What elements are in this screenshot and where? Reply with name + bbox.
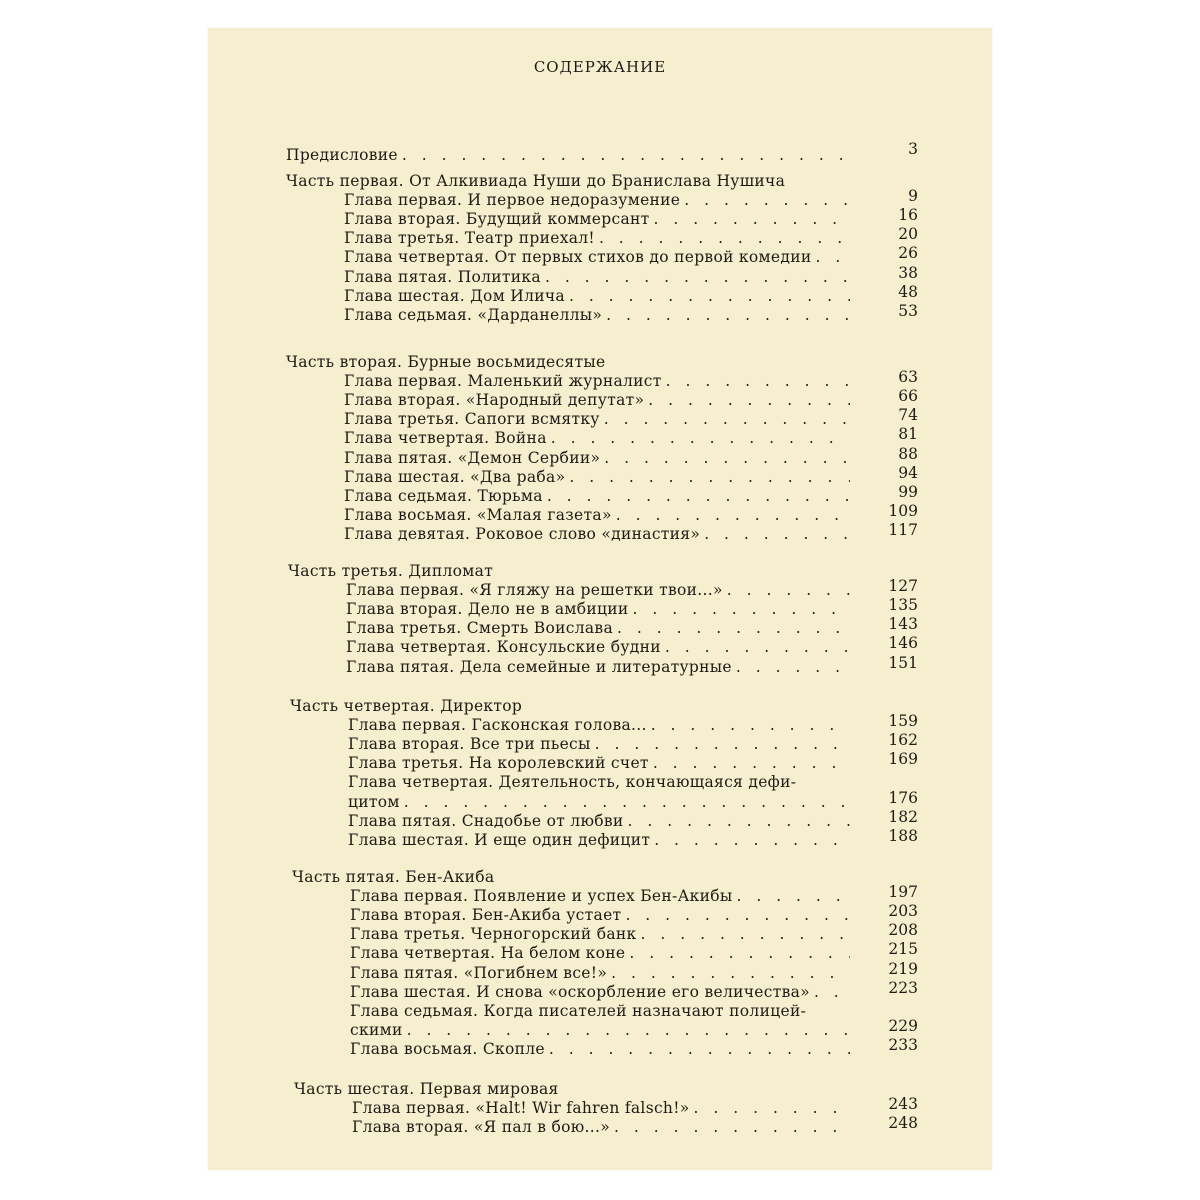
page-number: 229 [888, 1016, 918, 1035]
toc-entry-preface [286, 146, 856, 165]
leader-dots [545, 1040, 850, 1059]
toc-entry [344, 449, 856, 468]
toc-entry-label: Глава вторая. Дело не в амбиции [346, 600, 629, 619]
toc-entry [350, 983, 856, 1002]
leader-dots [810, 983, 850, 1002]
leader-dots [403, 1021, 850, 1040]
page-number: 197 [888, 883, 918, 902]
page-number: 20 [898, 225, 918, 244]
toc-entry-label: Глава пятая. Политика [344, 267, 541, 286]
toc-entry-label: Глава пятая. «Погибнем все!» [350, 963, 608, 982]
leader-dots [565, 468, 850, 487]
toc-entry [348, 754, 856, 773]
leader-dots [647, 716, 850, 735]
toc-entry [344, 372, 856, 391]
toc-entry-label: Глава восьмая. «Малая газета» [344, 505, 612, 524]
page-number: 215 [888, 940, 918, 959]
toc-entry-label: Глава седьмая. Когда писателей назначают полицей- [350, 1001, 807, 1020]
toc-entry-label: Глава первая. Гасконская голова... [348, 716, 647, 735]
page-number: 169 [888, 750, 918, 769]
toc-entry [346, 619, 856, 638]
toc-entry-label: Глава шестая. И снова «оскорбление его величества» [350, 982, 810, 1001]
page-number: 48 [898, 282, 918, 301]
toc-entry-preface-label: Предисловие [286, 146, 398, 164]
toc-entry-label: Глава четвертая. Война [344, 429, 547, 448]
page-number: 219 [888, 959, 918, 978]
toc-entry [344, 391, 856, 410]
leader-dots [621, 906, 850, 925]
leader-dots [612, 506, 850, 525]
toc-entry [344, 429, 856, 448]
toc-entry-continued-label: скими [350, 1020, 403, 1039]
page-number: 9 [908, 187, 918, 206]
toc-entry-label: Глава седьмая. Тюрьма [344, 486, 543, 505]
page-number: 63 [898, 368, 918, 387]
part-heading: Часть вторая. Бурные восьмидесятые [286, 353, 606, 371]
toc-entry [344, 210, 856, 229]
toc-entry [346, 600, 856, 619]
toc-entry-label: Глава четвертая. На белом коне [350, 944, 626, 963]
toc-entry-continued-label: цитом [348, 792, 400, 811]
page-number: 16 [898, 206, 918, 225]
toc-entry [344, 191, 856, 210]
leader-dots [661, 638, 850, 657]
leader-dots [644, 391, 850, 410]
page-number: 203 [888, 902, 918, 921]
toc-entry-label: Глава первая. «Halt! Wir fahren falsch!» [352, 1099, 690, 1118]
toc-entry-label: Глава третья. Черногорский банк [350, 925, 637, 944]
toc-entry [350, 925, 856, 944]
page-number: 248 [888, 1114, 918, 1133]
toc-entry [344, 468, 856, 487]
page-number: 117 [888, 520, 918, 539]
leader-dots [541, 268, 850, 287]
toc-entry [350, 1002, 906, 1021]
page-number: 94 [898, 463, 918, 482]
toc-entry-label: Глава седьмая. «Дарданеллы» [344, 305, 603, 324]
page-number: 109 [888, 501, 918, 520]
leader-dots [565, 287, 850, 306]
page-number: 182 [888, 807, 918, 826]
toc-entry-label: Глава вторая. Будущий коммерсант [344, 210, 650, 229]
toc-entry [348, 773, 906, 792]
page-number: 159 [888, 712, 918, 731]
toc-entry-label: Глава третья. Смерть Воислава [346, 619, 614, 638]
leader-dots [812, 248, 851, 267]
leader-dots [398, 146, 850, 165]
toc-entry [344, 287, 856, 306]
page-number: 88 [898, 444, 918, 463]
page-number: 188 [888, 826, 918, 845]
toc-entry-label: Глава восьмая. Скопле [350, 1039, 545, 1058]
leader-dots [600, 410, 850, 429]
leader-dots [637, 925, 850, 944]
leader-dots [649, 754, 850, 773]
toc-entry-label: Глава четвертая. Консульские будни [346, 638, 661, 657]
toc-entry [350, 887, 856, 906]
toc-entry-label: Глава четвертая. Деятельность, кончающаяся дефи- [348, 773, 797, 792]
page-number: 233 [888, 1035, 918, 1054]
leader-dots [650, 210, 851, 229]
toc-entry-label: Глава первая. И первое недоразумение [344, 191, 681, 210]
leader-dots [680, 191, 850, 210]
toc-entry-continued [348, 793, 856, 812]
page-number: 208 [888, 921, 918, 940]
toc-entry-label: Глава третья. Театр приехал! [344, 229, 595, 248]
leader-dots [543, 487, 850, 506]
toc-entry [344, 229, 856, 248]
page-number: 143 [888, 615, 918, 634]
toc-entry [344, 410, 856, 429]
part-heading: Часть четвертая. Директор [290, 697, 523, 715]
toc-entry-label: Глава пятая. Снадобье от любви [348, 811, 624, 830]
toc-entry [348, 716, 856, 735]
toc-entry [344, 306, 856, 325]
toc-entry-label: Глава шестая. Дом Илича [344, 286, 565, 305]
page-number: 162 [888, 731, 918, 750]
leader-dots [629, 600, 850, 619]
leader-dots [650, 831, 850, 850]
page-number: 99 [898, 482, 918, 501]
page-number: 223 [888, 978, 918, 997]
toc-entry [346, 638, 856, 657]
page-number: 74 [898, 406, 918, 425]
toc-entry [344, 487, 856, 506]
toc-entry [344, 248, 856, 267]
page-number: 243 [888, 1095, 918, 1114]
leader-dots [600, 449, 850, 468]
part-heading: Часть шестая. Первая мировая [294, 1080, 559, 1098]
toc-entry-label: Глава вторая. Бен-Акиба устает [350, 906, 622, 925]
toc-entry-label: Глава пятая. Дела семейные и литературные [346, 657, 732, 676]
part-heading: Часть третья. Дипломат [288, 562, 494, 580]
leader-dots [624, 812, 850, 831]
toc-entry-label: Глава первая. «Я гляжу на решетки твои...» [346, 581, 723, 600]
leader-dots [662, 372, 850, 391]
toc-entry [350, 906, 856, 925]
toc-entry-label: Глава шестая. «Два раба» [344, 467, 566, 486]
leader-dots [602, 306, 850, 325]
page-title: СОДЕРЖАНИЕ [533, 58, 667, 76]
leader-dots [733, 887, 851, 906]
toc-entry-label: Глава четвертая. От первых стихов до первой комедии [344, 248, 812, 267]
leader-dots [607, 964, 850, 983]
leader-dots [625, 944, 850, 963]
page-number: 38 [898, 263, 918, 282]
toc-entry [352, 1099, 856, 1118]
toc-entry-label: Глава вторая. Все три пьесы [348, 735, 591, 754]
toc-entry-label: Глава пятая. «Демон Сербии» [344, 448, 601, 467]
part-heading: Часть пятая. Бен-Акиба [292, 868, 495, 886]
page-number: 151 [888, 653, 918, 672]
leader-dots [723, 581, 850, 600]
toc-entry [348, 831, 856, 850]
toc-entry [352, 1118, 856, 1137]
toc-entry [344, 506, 856, 525]
toc-entry [348, 812, 856, 831]
toc-entry [346, 581, 856, 600]
toc-entry [350, 964, 856, 983]
toc-entry-label: Глава девятая. Роковое слово «династия» [344, 524, 701, 543]
toc-entry-label: Глава шестая. И еще один дефицит [348, 830, 651, 849]
leader-dots [400, 793, 850, 812]
part-heading: Часть первая. От Алкивиада Нуши до Бранислава Нушича [286, 172, 786, 190]
page-number: 26 [898, 244, 918, 263]
leader-dots [690, 1099, 850, 1118]
toc-entry-label: Глава первая. Появление и успех Бен-Акибы [350, 887, 733, 906]
toc-entry-label: Глава третья. На королевский счет [348, 754, 649, 773]
page-number: 66 [898, 387, 918, 406]
toc-entry [346, 658, 856, 677]
leader-dots [591, 735, 850, 754]
toc-entry [350, 944, 856, 963]
page-number: 3 [908, 140, 918, 158]
page-number: 127 [888, 577, 918, 596]
leader-dots [613, 619, 850, 638]
table-of-contents [208, 28, 992, 1170]
toc-entry [344, 268, 856, 287]
page-number: 146 [888, 634, 918, 653]
toc-entry-continued [350, 1021, 856, 1040]
page-number: 176 [888, 788, 918, 807]
leader-dots [547, 429, 850, 448]
toc-entry-label: Глава вторая. «Народный депутат» [344, 391, 645, 410]
toc-entry [350, 1040, 856, 1059]
toc-entry-label: Глава первая. Маленький журналист [344, 372, 662, 391]
leader-dots [610, 1118, 850, 1137]
toc-entry-label: Глава вторая. «Я пал в бою...» [352, 1118, 611, 1137]
page-number: 53 [898, 301, 918, 320]
book-page [208, 28, 992, 1170]
leader-dots [732, 658, 850, 677]
toc-entry [344, 525, 856, 544]
toc-entry [348, 735, 856, 754]
leader-dots [595, 229, 850, 248]
page-number: 81 [898, 425, 918, 444]
toc-entry-label: Глава третья. Сапоги всмятку [344, 410, 600, 429]
leader-dots [700, 525, 850, 544]
page-number: 135 [888, 596, 918, 615]
